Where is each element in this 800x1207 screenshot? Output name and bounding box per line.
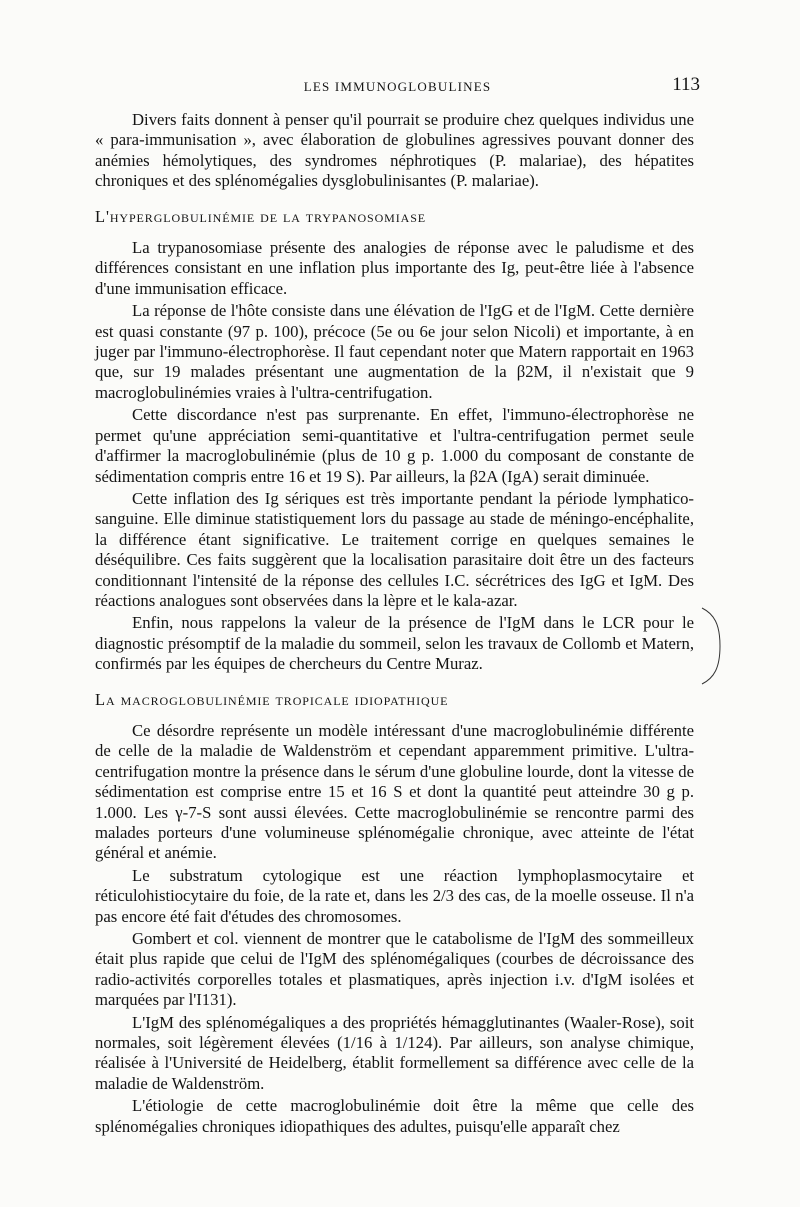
body-text (95, 110, 694, 1137)
paragraph: Le substratum cytologique est une réaction lymphoplasmocytaire et réticulohistiocytaire du foie, de la rate et, dans les 2/3 des cas, de la moelle osseuse. Il n'a pas encore été fait d'études des chromosomes. (95, 865, 694, 926)
paragraph: Gombert et col. viennent de montrer que le catabolisme de l'IgM des sommeilleux était plus rapide que celui de l'IgM des splénomégaliques (courbes de décroissance des radio-activités corporelles totales et plasmatiques, après injection i.v. d'IgM isolées et marquées par l'I131). (95, 929, 694, 1010)
paragraph: L'étiologie de cette macroglobulinémie doit être la même que celle des splénomégalies chroniques idiopathiques des adultes, puisqu'elle apparaît chez (95, 1096, 694, 1136)
page-number: 113 (672, 74, 700, 95)
section-heading-hyperglobulinemie: L'hyperglobulinémie de la trypanosomiase (95, 206, 426, 226)
paragraph: La réponse de l'hôte consiste dans une élévation de l'IgG et de l'IgM. Cette dernière est quasi constante (97 p. 100), précoce (5e ou 6e jour selon Nicoli) et importante, à en juger par l'immuno-électrophorèse. Il faut cependant noter que Matern rapportait en 1963 que, sur 19 malades présentant une augmentation de la β2M, il n'existait que 9 macroglobulinémies vraies à l'ultra-centrifugation. (95, 301, 694, 402)
paragraph: Enfin, nous rappelons la valeur de la présence de l'IgM dans le LCR pour le diagnostic présomptif de la maladie du sommeil, selon les travaux de Collomb et Matern, confirmés par les équipes de chercheurs du Centre Muraz. (95, 613, 694, 674)
section-heading-macroglobulinemie: La macroglobulinémie tropicale idiopathique (95, 689, 449, 709)
paragraph: Cette discordance n'est pas surprenante. En effet, l'immuno-électrophorèse ne permet qu'une appréciation semi-quantitative et l'ultra-centrifugation permet seule d'affirmer la macroglobulinémie (plus de 10 g p. 1.000 du composant de constante de sédimentation compris entre 16 et 19 S). Par ailleurs, la β2A (IgA) serait diminuée. (95, 405, 694, 486)
page-header (95, 74, 700, 104)
paragraph: Cette inflation des Ig sériques est très importante pendant la période lymphatico-sanguine. Elle diminue statistiquement lors du passage au stade de méningo-encéphalite, la différence étant significative. Le traitement corrige en quelques semaines le déséquilibre. Ces faits suggèrent que la localisation parasitaire doit être un des facteurs conditionnant l'intensité de la réponse des cellules I.C. sécrétrices des IgG et IgM. Des réactions analogues sont observées dans la lèpre et le kala-azar. (95, 488, 694, 610)
paragraph: La trypanosomiase présente des analogies de réponse avec le paludisme et des différences consistant en une inflation plus importante des Ig, peut-être liée à l'absence d'une immunisation efficace. (95, 238, 694, 298)
intro-paragraph: Divers faits donnent à penser qu'il pourrait se produire chez quelques individus une « para-immunisation », avec élaboration de globulines agressives pouvant donner des anémies hémolytiques, des syndromes néphrotiques (P. malariae), des hépatites chroniques et des splénomégalies dysglobulinisantes (P. malariae). (95, 110, 694, 191)
margin-bracket-mark (700, 606, 724, 686)
running-head: LES IMMUNOGLOBULINES (303, 79, 492, 94)
paragraph: Ce désordre représente un modèle intéressant d'une macroglobulinémie différente de celle de la maladie de Waldenström et cependant apparemment primitive. L'ultra-centrifugation montre la présence dans le sérum d'une globuline lourde, dont la vitesse de sédimentation est comprise entre 15 et 16 S et dont la quantité peut atteindre 30 g p. 1.000. Les γ-7-S sont aussi élevées. Cette macroglobulinémie se rencontre parmi des malades porteurs d'une volumineuse splénomégalie chronique, avec atteinte de l'état général et anémie. (95, 720, 694, 863)
paragraph: L'IgM des splénomégaliques a des propriétés hémagglutinantes (Waaler-Rose), soit normales, soit légèrement élevées (1/16 à 1/124). Par ailleurs, son analyse chimique, réalisée à l'Université de Heidelberg, établit formellement sa différence avec celle de la maladie de Waldenström. (95, 1012, 694, 1093)
